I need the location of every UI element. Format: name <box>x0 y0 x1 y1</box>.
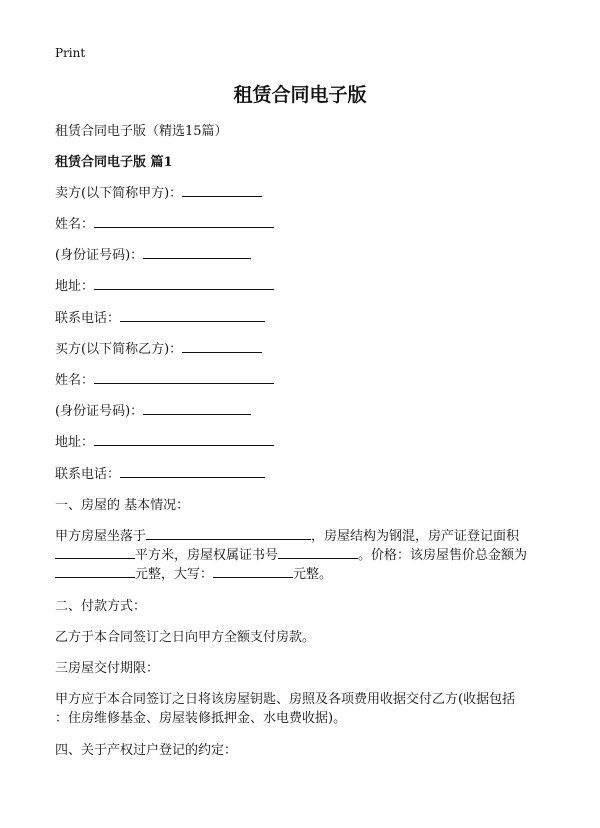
seller-address-label: 地址： <box>55 279 95 294</box>
certificate-blank <box>278 545 358 559</box>
buyer-phone-label: 联系电话： <box>55 467 121 482</box>
buyer-id-label: (身份证号码)： <box>55 404 144 419</box>
buyer-address-line <box>55 431 274 450</box>
clause3-line1: 甲方应于本合同签订之日将该房屋钥匙、房照及各项费用收据交付乙方(收据包括 <box>55 692 516 707</box>
section-title: 租赁合同电子版 篇1 <box>55 155 173 170</box>
clause4-heading: 四、关于产权过户登记的约定： <box>55 743 238 758</box>
seller-phone-line <box>55 307 265 326</box>
buyer-address-blank <box>94 432 274 446</box>
clause3-heading: 三房屋交付期限： <box>55 661 160 676</box>
clause1-line2 <box>55 544 527 563</box>
price-blank <box>55 564 135 578</box>
seller-phone-blank <box>120 308 265 322</box>
buyer-name-line <box>55 369 274 388</box>
buyer-name-blank <box>94 370 274 384</box>
area-blank <box>55 545 135 559</box>
buyer-party-label: 买方(以下简称乙方)： <box>55 342 183 357</box>
buyer-party-blank <box>182 339 262 353</box>
seller-name-label: 姓名： <box>55 217 95 232</box>
clause1-text-location: 甲方房屋坐落于 <box>55 529 147 544</box>
document-subtitle: 租赁合同电子版（精选15篇） <box>55 124 228 139</box>
clause1-text-structure: ，房屋结构为钢混，房产证登记面积 <box>311 529 520 544</box>
clause1-text-price: 。价格：该房屋售价总金额为 <box>358 548 528 563</box>
seller-name-blank <box>94 214 274 228</box>
price-capital-blank <box>213 564 293 578</box>
clause1-heading: 一、房屋的 基本情况： <box>55 498 190 513</box>
seller-party-line <box>55 182 262 201</box>
location-blank <box>146 526 311 540</box>
seller-name-line <box>55 213 274 232</box>
buyer-phone-line <box>55 463 265 482</box>
clause2-text: 乙方于本合同签订之日向甲方全额支付房款。 <box>55 630 316 645</box>
buyer-id-line <box>55 400 251 419</box>
clause3-line2: ：住房维修基金、房屋装修抵押金、水电费收据)。 <box>55 711 347 726</box>
seller-address-blank <box>94 276 274 290</box>
clause1-text-area: 平方米，房屋权属证书号 <box>135 548 279 563</box>
seller-address-line <box>55 275 274 294</box>
buyer-address-label: 地址： <box>55 435 95 450</box>
clause2-heading: 二、付款方式： <box>55 599 147 614</box>
seller-party-label: 卖方(以下简称甲方)： <box>55 186 183 201</box>
seller-id-line <box>55 244 251 263</box>
clause1-line1 <box>55 525 519 544</box>
print-label[interactable]: Print <box>55 46 86 60</box>
seller-party-blank <box>182 183 262 197</box>
seller-phone-label: 联系电话： <box>55 311 121 326</box>
seller-id-label: (身份证号码)： <box>55 248 144 263</box>
clause1-line3 <box>55 563 332 582</box>
clause1-text-end: 元整。 <box>293 567 333 582</box>
buyer-phone-blank <box>120 464 265 478</box>
page-title: 租赁合同电子版 <box>233 84 367 106</box>
seller-id-blank <box>143 245 251 259</box>
buyer-party-line <box>55 338 262 357</box>
buyer-name-label: 姓名： <box>55 373 95 388</box>
clause1-text-capital: 元整，大写： <box>135 567 214 582</box>
buyer-id-blank <box>143 401 251 415</box>
